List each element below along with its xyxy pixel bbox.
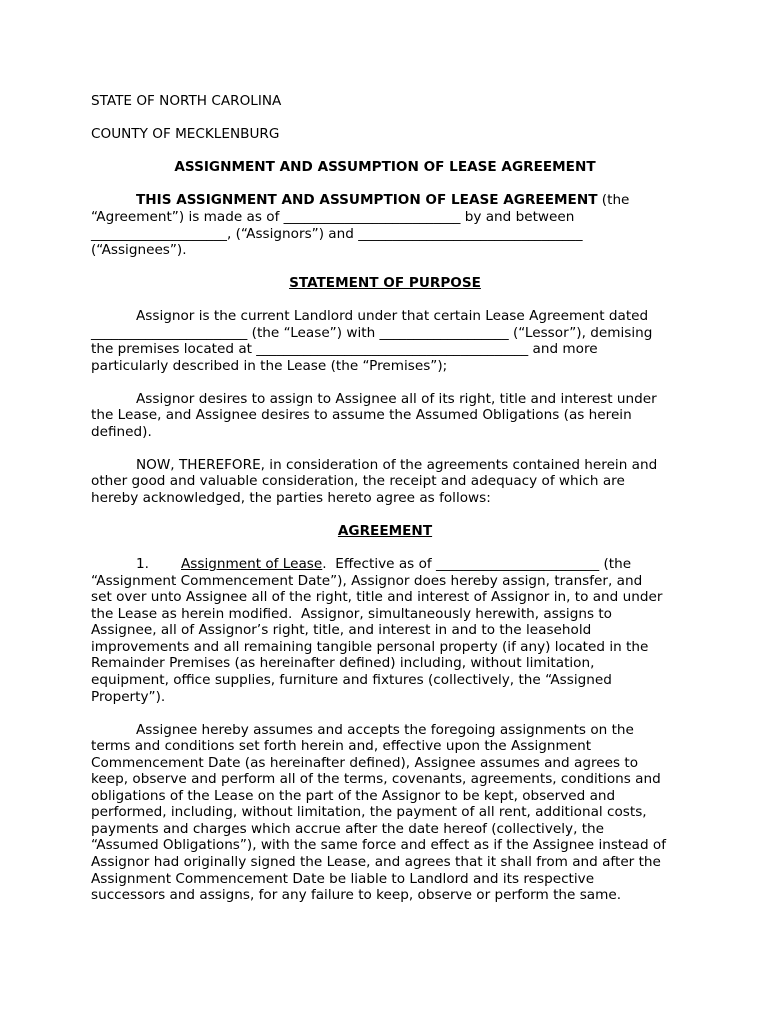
agreement-heading: AGREEMENT bbox=[337, 523, 433, 539]
statement-of-purpose-heading: STATEMENT OF PURPOSE bbox=[289, 275, 481, 291]
purpose-p3-line: hereby acknowledged, the parties hereto agree as follows: bbox=[91, 490, 491, 506]
intro-bold-lead: THIS ASSIGNMENT AND ASSUMPTION OF LEASE AGREEMENT bbox=[136, 192, 598, 208]
section-1-line: Property”). bbox=[91, 689, 166, 705]
purpose-p2-line: Assignor desires to assign to Assignee all of its right, title and interest under bbox=[136, 391, 657, 407]
purpose-p3-line: NOW, THEREFORE, in consideration of the agreements contained herein and bbox=[136, 457, 658, 473]
purpose-p1-line: particularly described in the Lease (the “Premises”); bbox=[91, 358, 448, 374]
state-line: STATE OF NORTH CAROLINA bbox=[91, 93, 282, 109]
purpose-p2-line: defined). bbox=[91, 424, 152, 440]
intro-line-3: ____________________, (“Assignors”) and _________________________________ bbox=[91, 226, 583, 242]
section-1-number: 1. bbox=[136, 556, 149, 572]
purpose-p1-line: _______________________ (the “Lease”) with ___________________ (“Lessor”), demising bbox=[91, 325, 653, 341]
section-1-first-line bbox=[181, 556, 631, 573]
assume-paragraph-line: obligations of the Lease on the part of the Assignor to be kept, observed and bbox=[91, 788, 616, 804]
section-1-line: Assignee, all of Assignor’s right, title, and interest in and to the leasehold bbox=[91, 622, 592, 638]
assume-paragraph-line: Assignment Commencement Date be liable to Landlord and its respective bbox=[91, 871, 595, 887]
intro-line-1-rest: (the bbox=[597, 192, 630, 208]
county-line: COUNTY OF MECKLENBURG bbox=[91, 126, 280, 142]
section-1-line: set over unto Assignee all of the right, title and interest of Assignor in, to and under bbox=[91, 589, 663, 605]
section-1-line: “Assignment Commencement Date”), Assignor does hereby assign, transfer, and bbox=[91, 573, 643, 589]
purpose-p3-line: other good and valuable consideration, the receipt and adequacy of which are bbox=[91, 473, 625, 489]
section-1-line: equipment, office supplies, furniture and fixtures (collectively, the “Assigned bbox=[91, 672, 612, 688]
assume-paragraph-line: keep, observe and perform all of the terms, covenants, agreements, conditions and bbox=[91, 771, 661, 787]
assume-paragraph-line: Commencement Date (as hereinafter defined), Assignee assumes and agrees to bbox=[91, 755, 639, 771]
section-1-line: Remainder Premises (as hereinafter defined) including, without limitation, bbox=[91, 655, 595, 671]
intro-line-2: “Agreement”) is made as of __________________________ by and between bbox=[91, 209, 575, 225]
document-title: ASSIGNMENT AND ASSUMPTION OF LEASE AGREEMENT bbox=[174, 159, 596, 175]
purpose-p1-line: the premises located at ________________________________________ and more bbox=[91, 341, 598, 357]
assume-paragraph-line: terms and conditions set forth herein and, effective upon the Assignment bbox=[91, 738, 592, 754]
purpose-p1-line: Assignor is the current Landlord under that certain Lease Agreement dated bbox=[136, 308, 649, 324]
assume-paragraph-line: payments and charges which accrue after the date hereof (collectively, the bbox=[91, 821, 605, 837]
assume-paragraph-line: “Assumed Obligations”), with the same force and effect as if the Assignee instead of bbox=[91, 837, 666, 853]
intro-line-4: (“Assignees”). bbox=[91, 242, 187, 258]
purpose-p2-line: the Lease, and Assignee desires to assume the Assumed Obligations (as herein bbox=[91, 407, 632, 423]
assume-paragraph-line: Assignee hereby assumes and accepts the foregoing assignments on the bbox=[136, 722, 634, 738]
assume-paragraph-line: successors and assigns, for any failure to keep, observe or perform the same. bbox=[91, 887, 622, 903]
assume-paragraph-line: Assignor had originally signed the Lease, and agrees that it shall from and after the bbox=[91, 854, 661, 870]
intro-line-1 bbox=[136, 192, 629, 209]
section-1-line: the Lease as herein modified. Assignor, simultaneously herewith, assigns to bbox=[91, 606, 612, 622]
section-1-line: improvements and all remaining tangible personal property (if any) located in the bbox=[91, 639, 649, 655]
section-1-first-line-rest: . Effective as of ________________________ (the bbox=[322, 556, 632, 572]
assume-paragraph-line: performed, including, without limitation, the payment of all rent, additional costs, bbox=[91, 804, 647, 820]
section-1-title: Assignment of Lease bbox=[181, 556, 323, 572]
